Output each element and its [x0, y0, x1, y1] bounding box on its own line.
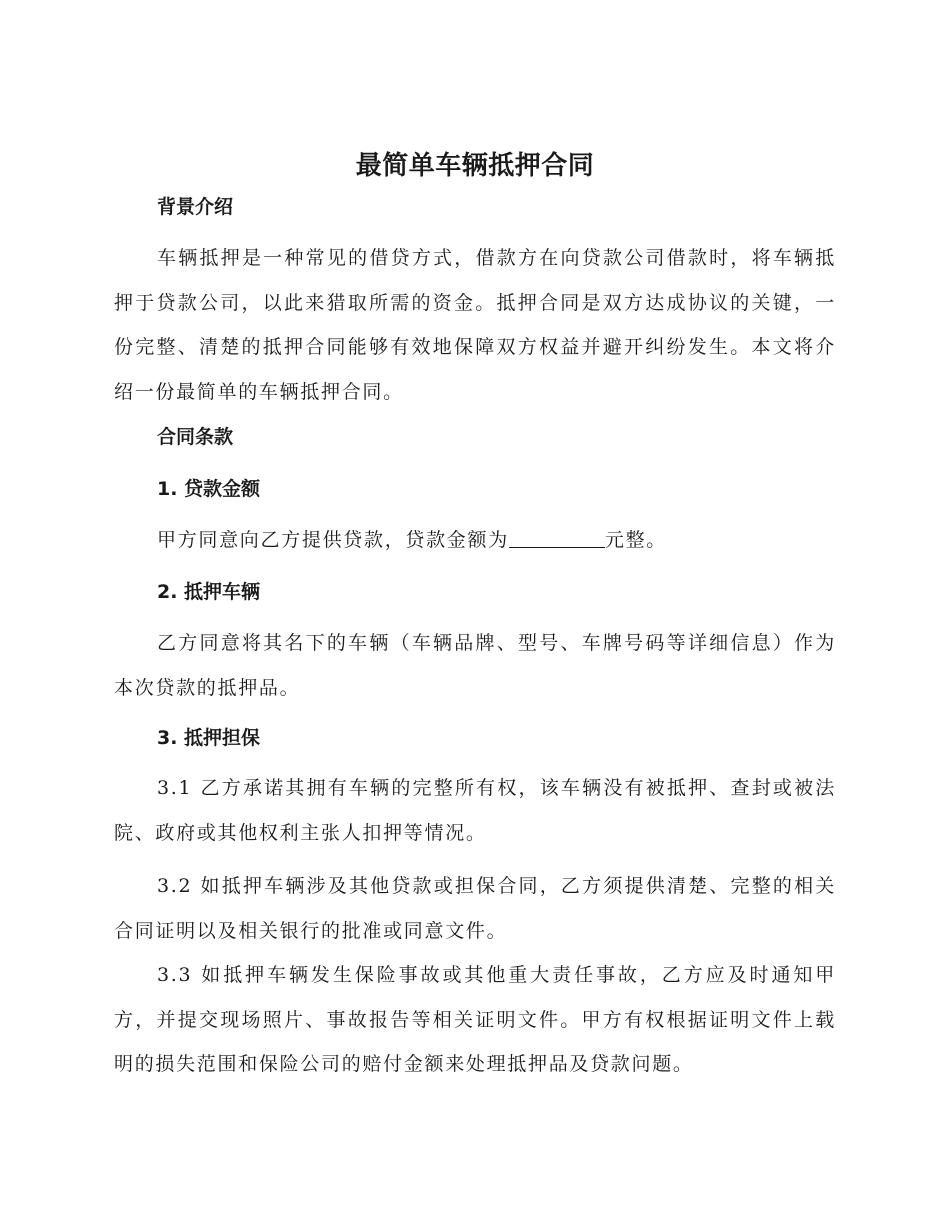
loan-text-before: 甲方同意向乙方提供贷款，贷款金额为 — [157, 529, 509, 551]
background-heading: 背景介绍 — [157, 196, 234, 218]
guarantee-heading: 3. 抵押担保 — [157, 727, 261, 749]
clause-3-2: 3.2 如抵押车辆涉及其他贷款或担保合同，乙方须提供清楚、完整的相关合同证明以及相关银行的批准或同意文件。 — [114, 875, 836, 942]
vehicle-paragraph: 乙方同意将其名下的车辆（车辆品牌、型号、车牌号码等详细信息）作为本次贷款的抵押品。 — [114, 632, 836, 699]
vehicle-heading: 2. 抵押车辆 — [157, 581, 261, 603]
clause-3-3: 3.3 如抵押车辆发生保险事故或其他重大责任事故，乙方应及时通知甲方，并提交现场照片、事故报告等相关证明文件。甲方有权根据证明文件上载明的损失范围和保险公司的赔付金额来处理抵押品及贷款问题。 — [114, 964, 836, 1075]
terms-heading: 合同条款 — [157, 426, 234, 448]
loan-amount-blank — [509, 528, 605, 548]
clause-3-1: 3.1 乙方承诺其拥有车辆的完整所有权，该车辆没有被抵押、查封或被法院、政府或其他权利主张人扣押等情况。 — [114, 777, 836, 844]
loan-paragraph — [114, 518, 836, 563]
document-title: 最简单车辆抵押合同 — [355, 151, 595, 181]
loan-text-after: 元整。 — [604, 529, 668, 551]
loan-heading: 1. 贷款金额 — [157, 478, 261, 500]
background-paragraph: 车辆抵押是一种常见的借贷方式，借款方在向贷款公司借款时，将车辆抵押于贷款公司，以此来猎取所需的资金。抵押合同是双方达成协议的关键，一份完整、清楚的抵押合同能够有效地保障双方权益并避开纠纷发生。本文将介绍一份最简单的车辆抵押合同。 — [114, 247, 836, 403]
